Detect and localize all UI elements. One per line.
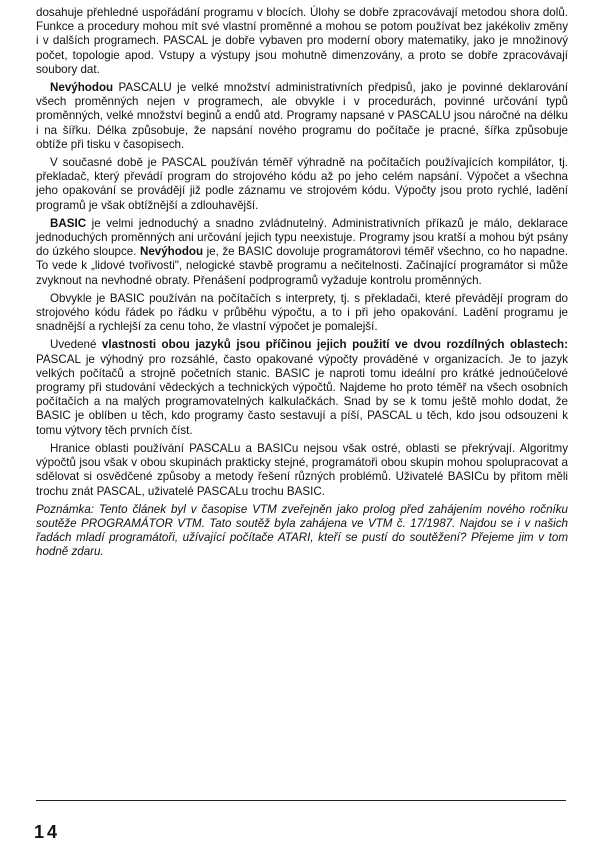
paragraph-text: PASCALU je velké množství administrativních předpisů, jako je povinné deklarování všech proměnných nejen v programech, ale obvykle i v procedurách, povinné určování typů proměnných, velké množství beginů a endů atd. Programy napsané v PASCALU jsou náročné na délku i na šířku. Délka způsobuje, že napsání nového programu do počítače je pracné, šířka způsobuje obtíže při tisku v časopisech. xyxy=(36,81,568,151)
bold-phrase: vlastnosti obou jazyků jsou příčinou jejich použití ve dvou rozdílných oblastech: xyxy=(101,338,568,352)
bold-term: Nevýhodou xyxy=(139,245,204,259)
paragraph-blocks xyxy=(36,6,568,77)
editorial-note xyxy=(36,503,568,560)
paragraph-text: je velmi jednoduchý a snadno zvládnutelný. Administrativních příkazů je málo, deklarace jednoduchých proměnných ani určování jejich typu neexistuje. Programy jsou kratší a mohou být psány do úzkého sloupce. xyxy=(36,216,568,259)
page-number: 14 xyxy=(34,822,61,842)
paragraph-text: Hranice oblasti používání PASCALu a BASICu nejsou však ostré, oblasti se překrývají. Algoritmy výpočtů jsou však v obou skupinách prakticky stejné, programátoři obou skupin mohou spolupracovat a sdělovat si osvědčené způsoby a metody řešení různých problémů. Uživatelé BASICu by přitom měli trochu znát PASCAL, uživatelé PASCALu trochu BASIC. xyxy=(36,441,568,498)
paragraph-text: dosahuje přehledné uspořádání programu v blocích. Úlohy se dobře zpracovávají metodou shora dolů. Funkce a procedury mohou mít své vlastní proměnné a mohou se potom používat bez jakékoliv změny i v dalších programech. PASCAL je dobře vybaven pro moderní obory matematiky, jako je množinový počet, topologie apod. Vstupy a výstupy jsou mohutně dimenzovány, a proto se dobře zpracovávají soubory dat. xyxy=(36,6,568,76)
paragraph-boundaries xyxy=(36,442,568,499)
article-body xyxy=(36,6,568,564)
paragraph-text: PASCAL je výhodný pro rozsáhlé, často opakované výpočty prováděné v organizacích. Je to jazyk velkých počítačů a strojně početních stanic. BASIC je naproti tomu ideální pro krátké jednoúčelové programy při studování vědeckých a technických výpočtů. Najdeme ho proto téměř na všech osobních počítačích a na malých programovatelných kalkulačkách. Snad by se k tomu ještě mohlo dodat, že BASIC je oblíben u těch, kdo programy často sestavují a píší, PASCAL u těch, kdo jsou odsouzeni k tomu výtvory těch prvních číst. xyxy=(36,352,568,437)
bold-term: Nevýhodou xyxy=(50,81,114,95)
footer-divider xyxy=(36,800,566,801)
paragraph-usage-areas xyxy=(36,338,568,437)
paragraph-text: je, že BASIC dovoluje programátorovi téměř všechno, co ho napadne. To vede k „lidové tvořivosti", nelogické stavbě programu a nečitelnosti. Začínající programátor si může zvyknout na nevhodné obraty. Přenášení podprogramů vyžaduje kontrolu proměnných. xyxy=(36,245,568,287)
paragraph-text: Obvykle je BASIC používán na počítačích s interprety, tj. s překladači, které převádějí program do strojového kódu řádek po řádku v průběhu výpočtu, a to i při jeho opakování. Ladění programu je snadnější a rychlejší za cenu toho, že vlastní výpočet je pomalejší. xyxy=(36,291,568,334)
paragraph-text: Uvedené xyxy=(50,338,102,352)
paragraph-basic xyxy=(36,217,568,288)
note-text: Poznámka: Tento článek byl v časopise VTM zveřejněn jako prolog před zahájením nového ročníku soutěže PROGRAMÁTOR VTM. Tato soutěž byla zahájena ve VTM č. 17/1987. Najdou se i v našich řadách mladí programátoři, užívající počítače ATARI, kteří se pustí do soutěžení? Přejeme jim v tom hodně zdaru. xyxy=(36,502,568,559)
paragraph-pascal-compiler xyxy=(36,156,568,213)
paragraph-text: V současné době je PASCAL používán téměř výhradně na počítačích používajících kompilátor, tj. překladač, který převádí program do strojového kódu až po jeho celém napsání. Výpočet a všechna jeho opakování se provádějí již podle záznamu ve strojovém kódu. Výpočty jsou proto rychlé, ladění programů je však obtížnější a zdlouhavější. xyxy=(36,156,568,212)
bold-term: BASIC xyxy=(50,216,87,230)
paragraph-basic-interpreter xyxy=(36,292,568,335)
paragraph-pascal-disadvantages xyxy=(36,81,568,152)
